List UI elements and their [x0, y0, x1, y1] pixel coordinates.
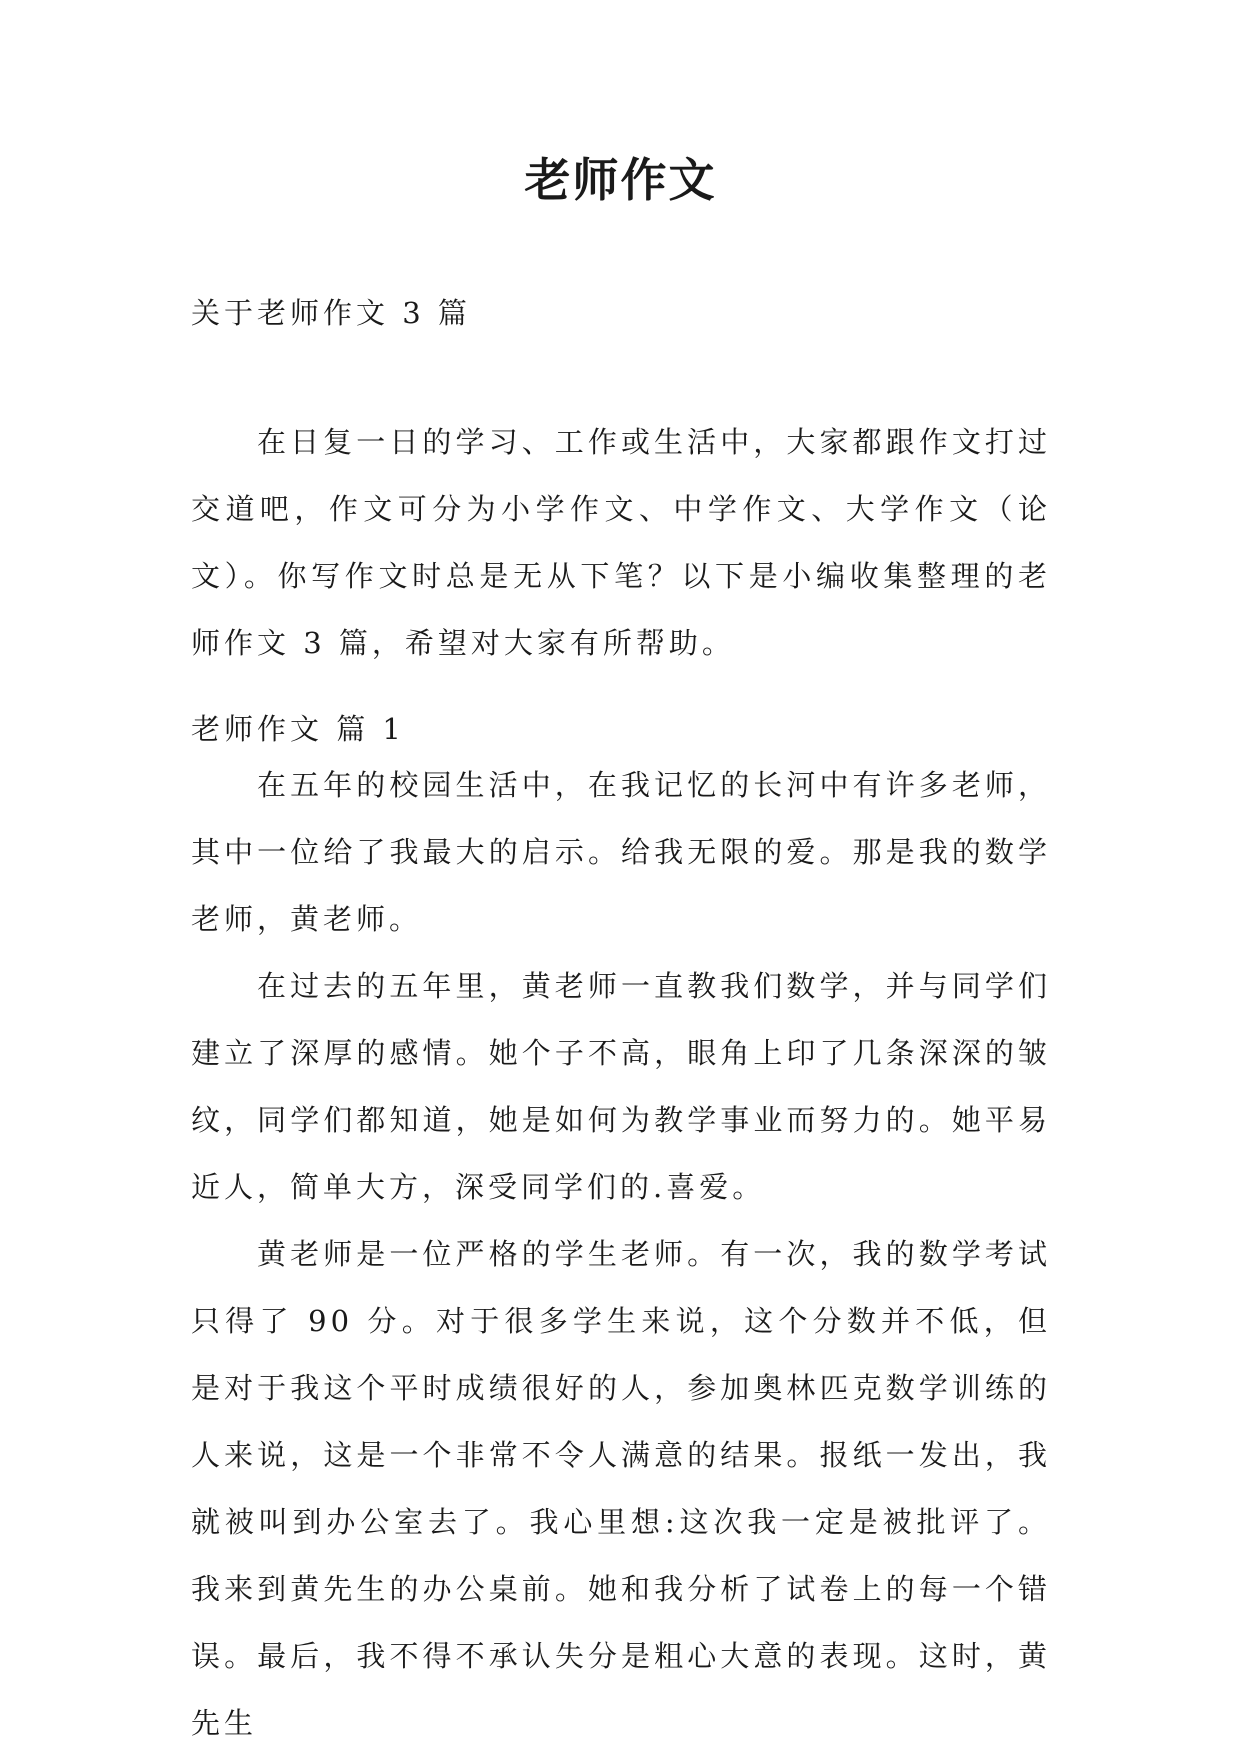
essay-paragraph-1: 在五年的校园生活中，在我记忆的长河中有许多老师，其中一位给了我最大的启示。给我无限的爱。那是我的数学老师，黄老师。	[191, 768, 1051, 936]
essay-body	[191, 752, 1051, 1757]
section-heading: 老师作文 篇 1	[191, 712, 405, 746]
document-subtitle: 关于老师作文 3 篇	[191, 296, 471, 330]
essay-paragraph-2: 在过去的五年里，黄老师一直教我们数学，并与同学们建立了深厚的感情。她个子不高，眼角上印了几条深深的皱纹，同学们都知道，她是如何为教学事业而努力的。她平易近人，简单大方，深受同学们的.喜爱。	[191, 969, 1051, 1204]
document-title: 老师作文	[524, 153, 717, 207]
essay-paragraph-3: 黄老师是一位严格的学生老师。有一次，我的数学考试只得了 90 分。对于很多学生来说，这个分数并不低，但是对于我这个平时成绩很好的人，参加奥林匹克数学训练的人来说，这是一个非常不令人满意的结果。报纸一发出，我就被叫到办公室去了。我心里想:这次我一定是被批评了。我来到黄先生的办公桌前。她和我分析了试卷上的每一个错误。最后，我不得不承认失分是粗心大意的表现。这时，黄先生	[191, 1237, 1051, 1740]
intro-paragraph: 在日复一日的学习、工作或生活中，大家都跟作文打过交道吧，作文可分为小学作文、中学作文、大学作文（论文）。你写作文时总是无从下笔？以下是小编收集整理的老师作文 3 篇，希望对大家有所帮助。	[191, 425, 1051, 660]
